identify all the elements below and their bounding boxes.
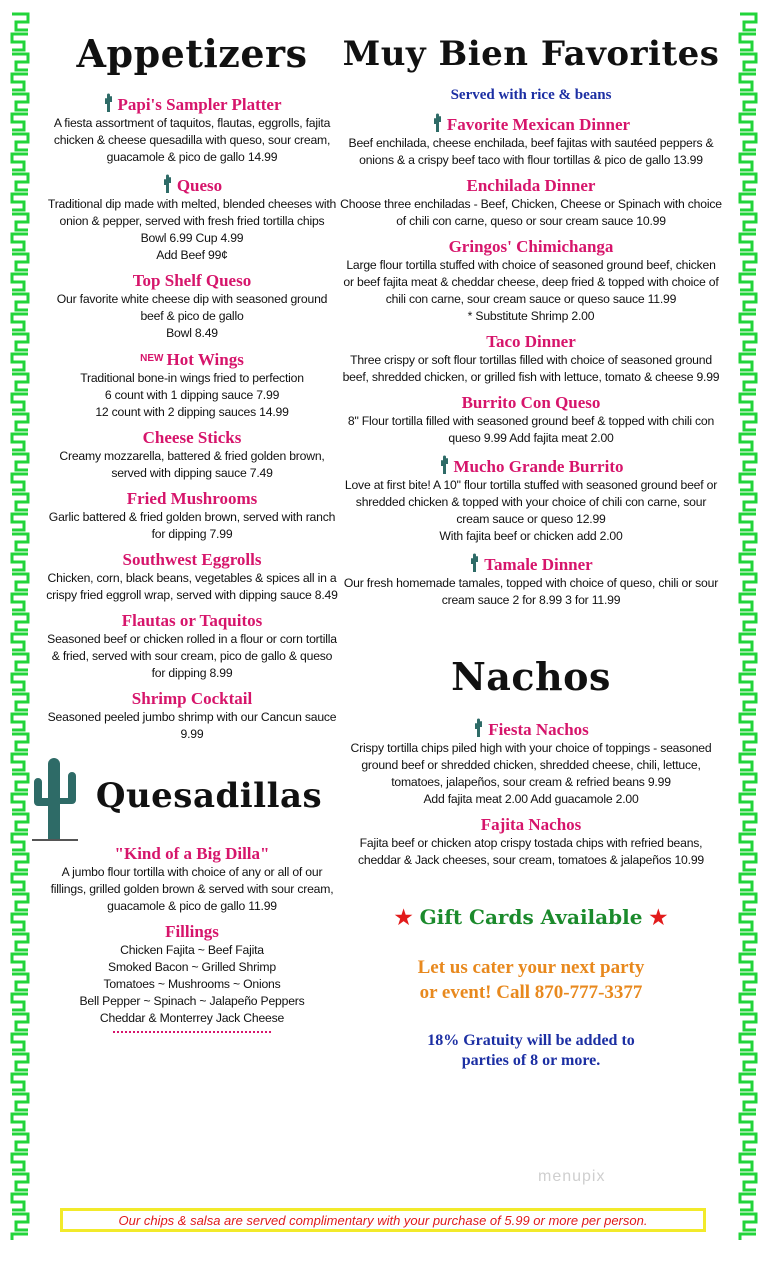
item-name: Fried Mushrooms xyxy=(126,489,258,508)
menu-item xyxy=(46,550,338,604)
menu-item xyxy=(46,428,338,482)
filling-line: Cheddar & Monterrey Jack Cheese xyxy=(99,1011,285,1025)
cactus-icon xyxy=(162,173,173,193)
item-name: Hot Wings xyxy=(166,350,244,369)
large-cactus-icon xyxy=(28,750,80,842)
item-name: Enchilada Dinner xyxy=(466,176,596,195)
appetizers-title: Appetizers xyxy=(76,31,308,76)
item-name: Top Shelf Queso xyxy=(132,271,252,290)
new-badge: NEW xyxy=(140,353,164,364)
item-description: 8" Flour tortilla filled with seasoned ground beef & topped with chili con queso 9.99 Add fajita meat 2.00 xyxy=(347,414,715,445)
item-description: Seasoned beef or chicken rolled in a flour or corn tortilla & fried, served with sour cream, pico de gallo & queso for dipping 8.99 xyxy=(47,632,337,680)
item-description: Creamy mozzarella, battered & fried golden brown, served with dipping sauce 7.49 xyxy=(59,449,325,480)
item-name: Southwest Eggrolls xyxy=(122,550,262,569)
filling-line: Bell Pepper ~ Spinach ~ Jalapeño Peppers xyxy=(79,994,305,1008)
menu-item xyxy=(340,176,722,230)
favorites-title: Muy Bien Favorites xyxy=(342,34,720,74)
appetizers-column xyxy=(46,28,338,1040)
item-description: Crispy tortilla chips piled high with your choice of toppings - seasoned ground beef or shredded chicken, shredded cheese, chili, lettuce, tomatoes, jalapeños, sour cream & refried beans 9.99 xyxy=(350,741,712,789)
item-description: Fajita beef or chicken atop crispy tostada chips with refried beans, cheddar & Jack cheeses, sour cream, tomatoes & jalapeños 10.99 xyxy=(358,836,704,867)
footer-notice xyxy=(60,1208,706,1232)
gratuity-notice xyxy=(340,1031,722,1071)
item-addon: With fajita beef or chicken add 2.00 xyxy=(439,529,623,543)
item-description: Traditional bone-in wings fried to perfection xyxy=(80,371,304,385)
menu-item xyxy=(340,552,722,609)
item-name: Burrito Con Queso xyxy=(461,393,601,412)
cactus-icon xyxy=(432,112,443,132)
fillings-section xyxy=(46,922,338,1033)
item-description: Beef enchilada, cheese enchilada, beef fajitas with sautéed peppers & onions & a crispy beef taco with flour tortillas & pico de gallo 13.99 xyxy=(348,136,714,167)
nachos-title: Nachos xyxy=(451,654,611,699)
item-addon: Add Beef 99¢ xyxy=(156,248,228,262)
right-border-pattern xyxy=(736,12,760,1240)
item-description: Large flour tortilla stuffed with choice of seasoned ground beef, chicken or beef fajita meat & cheddar cheese, deep fried & topped with choice of chili con carne, sour cream sauce or queso sauce 11.99 xyxy=(343,258,719,306)
dotted-divider xyxy=(113,1031,271,1033)
item-addon: * Substitute Shrimp 2.00 xyxy=(467,309,595,323)
fillings-title: Fillings xyxy=(165,922,219,941)
item-description: Seasoned peeled jumbo shrimp with our Cancun sauce 9.99 xyxy=(47,710,337,741)
gift-cards-banner xyxy=(340,905,722,929)
watermark: menupix xyxy=(538,1168,606,1185)
item-name: Papi's Sampler Platter xyxy=(117,95,282,114)
item-description: Our favorite white cheese dip with seasoned ground beef & pico de gallo xyxy=(56,292,328,323)
menu-item xyxy=(340,815,722,869)
item-name: Fajita Nachos xyxy=(480,815,582,834)
menu-item xyxy=(46,844,338,915)
menu-item xyxy=(340,332,722,386)
star-icon: ★ xyxy=(394,905,413,929)
menu-item xyxy=(46,173,338,264)
left-border-pattern xyxy=(8,12,32,1240)
menu-item xyxy=(46,349,338,421)
item-name: Fiesta Nachos xyxy=(488,720,589,739)
item-price: 6 count with 1 dipping sauce 7.99 xyxy=(104,388,280,402)
item-price: Bowl 8.49 xyxy=(166,326,218,340)
quesadillas-header xyxy=(46,750,338,842)
item-description: A jumbo flour tortilla with choice of any or all of our fillings, grilled golden brown & served with sour cream, guacamole & pico de gallo 11.99 xyxy=(50,865,334,913)
cactus-icon xyxy=(439,454,450,474)
menu-item xyxy=(340,717,722,808)
filling-line: Tomatoes ~ Mushrooms ~ Onions xyxy=(103,977,281,991)
filling-line: Chicken Fajita ~ Beef Fajita xyxy=(120,943,264,957)
item-name: Queso xyxy=(176,176,223,195)
gratuity-line-2: parties of 8 or more. xyxy=(461,1052,601,1069)
gift-cards-text: Gift Cards Available xyxy=(419,905,643,929)
item-name: Tamale Dinner xyxy=(484,555,593,574)
catering-notice xyxy=(340,955,722,1005)
item-name: Taco Dinner xyxy=(486,332,576,351)
item-price: 12 count with 2 dipping sauces 14.99 xyxy=(95,405,289,419)
item-description: Our fresh homemade tamales, topped with choice of queso, chili or sour cream sauce 2 for 8.99 3 for 11.99 xyxy=(343,576,719,607)
menu-item xyxy=(46,689,338,743)
menu-item xyxy=(46,611,338,682)
menu-item xyxy=(340,393,722,447)
menu-item xyxy=(46,489,338,543)
favorites-column xyxy=(340,28,722,1071)
item-name: Flautas or Taquitos xyxy=(121,611,263,630)
item-description: Choose three enchiladas - Beef, Chicken, Cheese or Spinach with choice of chili con carne, queso or sour cream sauce 10.99 xyxy=(340,197,722,228)
item-description: Love at first bite! A 10" flour tortilla stuffed with seasoned ground beef or shredded chicken & topped with your choice of chili con carne, sour cream sauce or queso 12.99 xyxy=(344,478,718,526)
item-name: Shrimp Cocktail xyxy=(131,689,253,708)
item-description: Chicken, corn, black beans, vegetables & spices all in a crispy fried eggroll wrap, served with dipping sauce 8.49 xyxy=(46,571,338,602)
item-name: Favorite Mexican Dinner xyxy=(446,115,631,134)
item-description: Three crispy or soft flour tortillas filled with choice of seasoned ground beef, shredded chicken, or grilled fish with lettuce, tomato & cheese 9.99 xyxy=(342,353,720,384)
item-name: Mucho Grande Burrito xyxy=(453,457,624,476)
item-addon: Add fajita meat 2.00 Add guacamole 2.00 xyxy=(423,792,639,806)
catering-line-1: Let us cater your next party xyxy=(417,957,645,978)
catering-line-2: or event! Call 870-777-3377 xyxy=(419,982,643,1003)
item-name: Gringos' Chimichanga xyxy=(448,237,614,256)
item-description: Traditional dip made with melted, blended cheeses with onion & pepper, served with fresh fried tortilla chips xyxy=(47,197,337,228)
item-price: Bowl 6.99 Cup 4.99 xyxy=(140,231,244,245)
quesadillas-title: Quesadillas xyxy=(95,776,323,816)
star-icon: ★ xyxy=(649,905,668,929)
menu-item xyxy=(46,271,338,342)
item-description: Garlic battered & fried golden brown, served with ranch for dipping 7.99 xyxy=(48,510,336,541)
filling-line: Smoked Bacon ~ Grilled Shrimp xyxy=(108,960,276,974)
item-name: Cheese Sticks xyxy=(142,428,242,447)
menu-item xyxy=(340,454,722,545)
item-description: A fiesta assortment of taquitos, flautas, eggrolls, fajita chicken & cheese quesadilla with queso, sour cream, guacamole & pico de gallo 14.99 xyxy=(53,116,331,164)
item-name: "Kind of a Big Dilla" xyxy=(114,844,270,863)
cactus-icon xyxy=(103,92,114,112)
footer-text: Our chips & salsa are served complimentary with your purchase of 5.99 or more per person. xyxy=(118,1212,648,1228)
cactus-icon xyxy=(473,717,484,737)
menu-item xyxy=(340,112,722,169)
gratuity-line-1: 18% Gratuity will be added to xyxy=(427,1032,635,1049)
menu-item xyxy=(46,92,338,166)
cactus-icon xyxy=(469,552,480,572)
favorites-subtitle: Served with rice & beans xyxy=(450,87,612,103)
menu-item xyxy=(340,237,722,325)
